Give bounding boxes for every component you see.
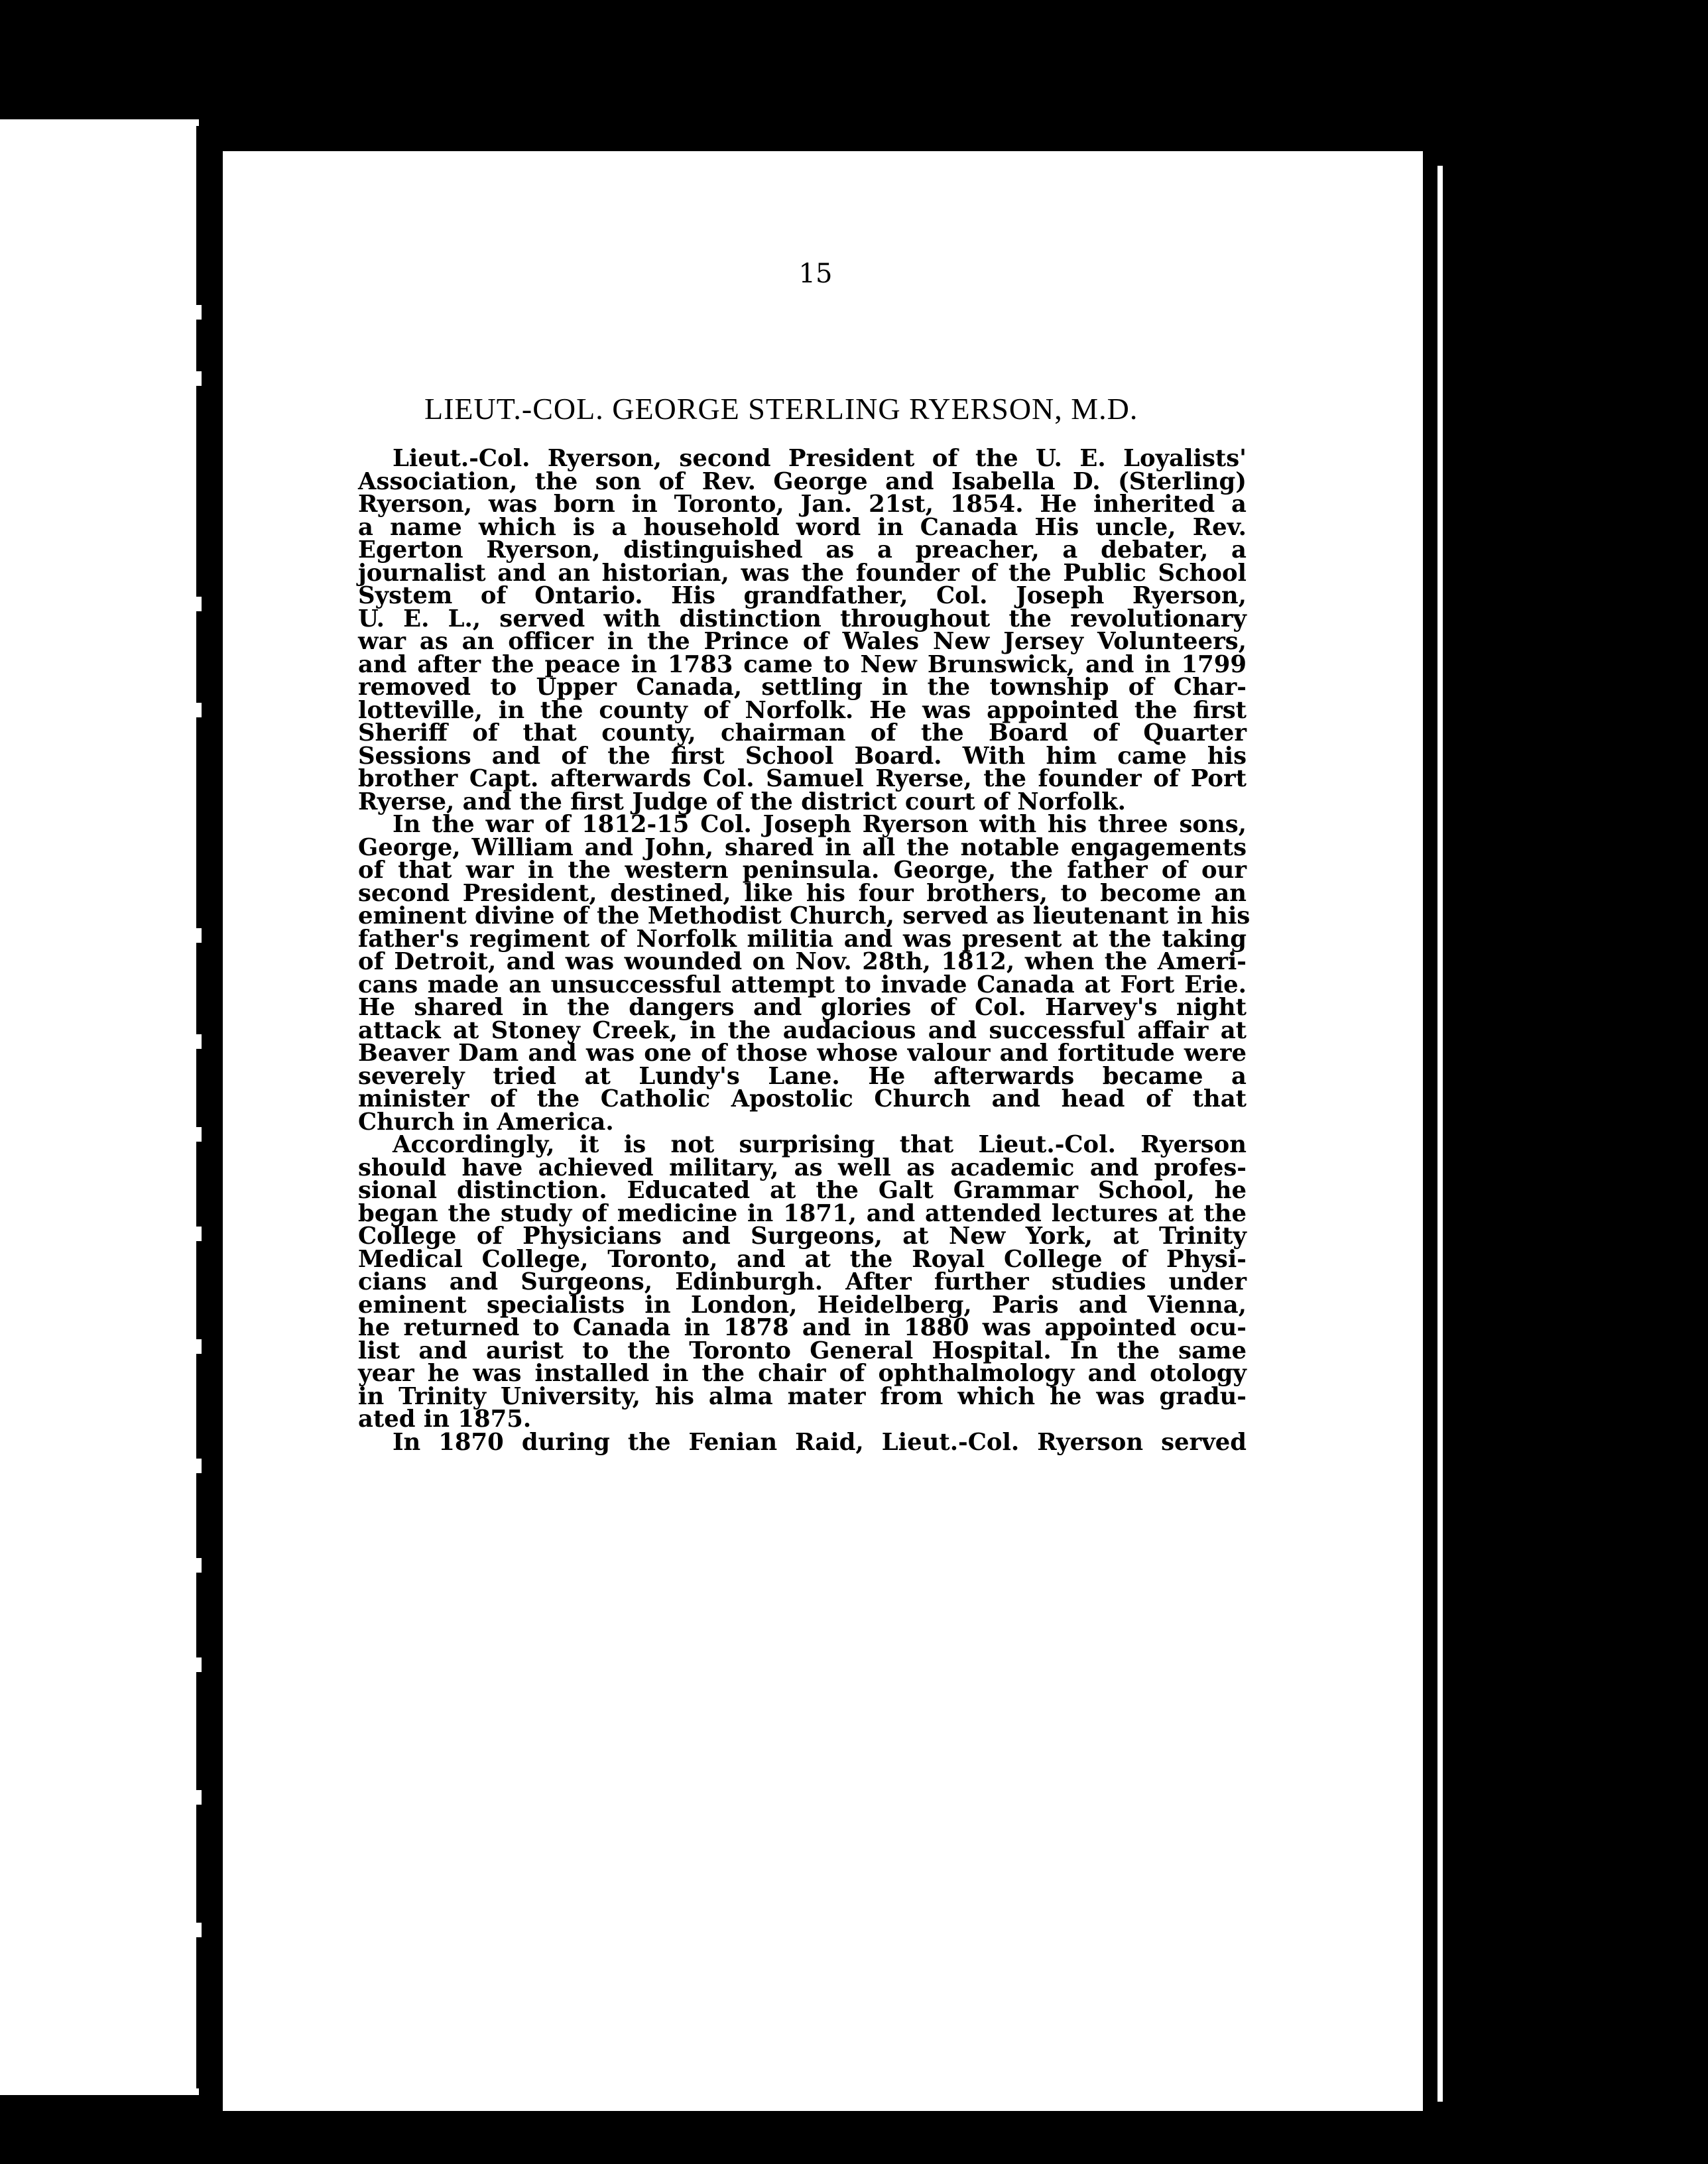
- text-line: and after the peace in 1783 came to New Brunswick, and in 1799: [358, 650, 1247, 678]
- gutter-mark: [192, 1657, 202, 1672]
- text-line: Association, the son of Rev. George and Isabella D. (Sterling): [358, 467, 1247, 495]
- gutter-mark: [192, 703, 202, 717]
- text-line: In the war of 1812-15 Col. Joseph Ryerson with his three sons,: [393, 811, 1247, 838]
- text-line: should have achieved military, as well as academic and profes-: [358, 1154, 1247, 1181]
- text-line: eminent divine of the Methodist Church, served as lieutenant in his: [358, 902, 1250, 930]
- page-edge-line: [1437, 166, 1443, 2102]
- paragraph-3: [358, 1131, 1247, 1433]
- text-line: ated in 1875.: [358, 1406, 532, 1433]
- page-number: 15: [798, 259, 833, 289]
- text-line: U. E. L., served with distinction throughout the revolutionary: [358, 605, 1247, 632]
- gutter-mark: [192, 597, 202, 611]
- text-line: second President, destined, like his four brothers, to become an: [358, 879, 1247, 907]
- text-line: Church in America.: [358, 1108, 614, 1136]
- text-line: Accordingly, it is not surprising that Lieut.-Col. Ryerson: [393, 1131, 1247, 1158]
- text-line: System of Ontario. His grandfather, Col. Joseph Ryerson,: [358, 582, 1247, 609]
- text-line: Egerton Ryerson, distinguished as a preacher, a debater, a: [358, 536, 1247, 564]
- text-line: list and aurist to the Toronto General Hospital. In the same: [358, 1337, 1247, 1364]
- text-line: minister of the Catholic Apostolic Church and head of that: [358, 1085, 1247, 1112]
- text-line: George, William and John, shared in all the notable engagements: [358, 833, 1247, 861]
- text-line: removed to Upper Canada, settling in the township of Char-: [358, 674, 1247, 701]
- text-line: eminent specialists in London, Heidelberg, Paris and Vienna,: [358, 1291, 1247, 1319]
- text-line: Lieut.-Col. Ryerson, second President of the U. E. Loyalists': [393, 445, 1247, 472]
- text-line: Sheriff of that county, chairman of the Board of Quarter: [358, 719, 1247, 747]
- text-line: father's regiment of Norfolk militia and was present at the taking: [358, 925, 1247, 953]
- text-line: lotteville, in the county of Norfolk. He was appointed the first: [358, 696, 1247, 724]
- gutter-mark: [192, 305, 202, 320]
- text-line: he returned to Canada in 1878 and in 1880 was appointed ocu-: [358, 1314, 1247, 1341]
- text-line: began the study of medicine in 1871, and attended lectures at the: [358, 1199, 1247, 1227]
- text-line: Ryerson, was born in Toronto, Jan. 21st, 1854. He inherited a: [358, 491, 1247, 518]
- gutter-mark: [192, 1339, 202, 1354]
- text-line: attack at Stoney Creek, in the audacious and successful affair at: [358, 1016, 1247, 1044]
- page-edge-strip: [1423, 162, 1516, 2111]
- text-line: In 1870 during the Fenian Raid, Lieut.-Col. Ryerson served: [393, 1428, 1247, 1456]
- text-line: College of Physicians and Surgeons, at New York, at Trinity: [358, 1223, 1247, 1250]
- text-line: in Trinity University, his alma mater from which he was gradu-: [358, 1382, 1247, 1410]
- paragraph-2: [358, 811, 1250, 1136]
- gutter-mark: [192, 371, 202, 386]
- gutter-mark: [192, 1034, 202, 1049]
- text-line: Medical College, Toronto, and at the Royal College of Physi-: [358, 1245, 1247, 1273]
- text-line: year he was installed in the chair of ophthalmology and otology: [358, 1360, 1247, 1387]
- gutter-mark: [192, 1790, 202, 1805]
- text-line: Beaver Dam and was one of those whose valour and fortitude were: [358, 1040, 1247, 1067]
- gutter-mark: [192, 1127, 202, 1142]
- text-line: of that war in the western peninsula. George, the father of our: [358, 857, 1247, 884]
- paragraph-1: [358, 445, 1247, 815]
- text-line: Sessions and of the first School Board. With him came his: [358, 742, 1247, 770]
- text-line: of Detroit, and was wounded on Nov. 28th, 1812, when the Ameri-: [358, 948, 1247, 975]
- article-title: LIEUT.-COL. GEORGE STERLING RYERSON, M.D.: [424, 392, 1138, 426]
- text-line: Ryerse, and the first Judge of the district court of Norfolk.: [358, 788, 1126, 815]
- text-line: war as an officer in the Prince of Wales New Jersey Volunteers,: [358, 628, 1247, 655]
- article-body: [358, 445, 1250, 1456]
- text-line: brother Capt. afterwards Col. Samuel Ryerse, the founder of Port: [358, 765, 1247, 792]
- paragraph-4: [358, 1428, 1247, 1456]
- text-line: severely tried at Lundy's Lane. He afterwards became a: [358, 1062, 1247, 1090]
- gutter-mark: [192, 1227, 202, 1241]
- gutter-mark: [192, 1558, 202, 1573]
- text-line: cans made an unsuccessful attempt to invade Canada at Fort Erie.: [358, 971, 1247, 998]
- text-line: a name which is a household word in Canada His uncle, Rev.: [358, 513, 1247, 541]
- previous-page-margin: [0, 119, 199, 2095]
- text-line: He shared in the dangers and glories of Col. Harvey's night: [358, 994, 1247, 1021]
- text-line: journalist and an historian, was the founder of the Public School: [358, 559, 1247, 587]
- gutter-mark: [192, 928, 202, 943]
- gutter-mark: [192, 1459, 202, 1473]
- gutter-mark: [192, 1923, 202, 1937]
- text-line: cians and Surgeons, Edinburgh. After further studies under: [358, 1268, 1247, 1295]
- text-line: sional distinction. Educated at the Galt Grammar School, he: [358, 1177, 1247, 1204]
